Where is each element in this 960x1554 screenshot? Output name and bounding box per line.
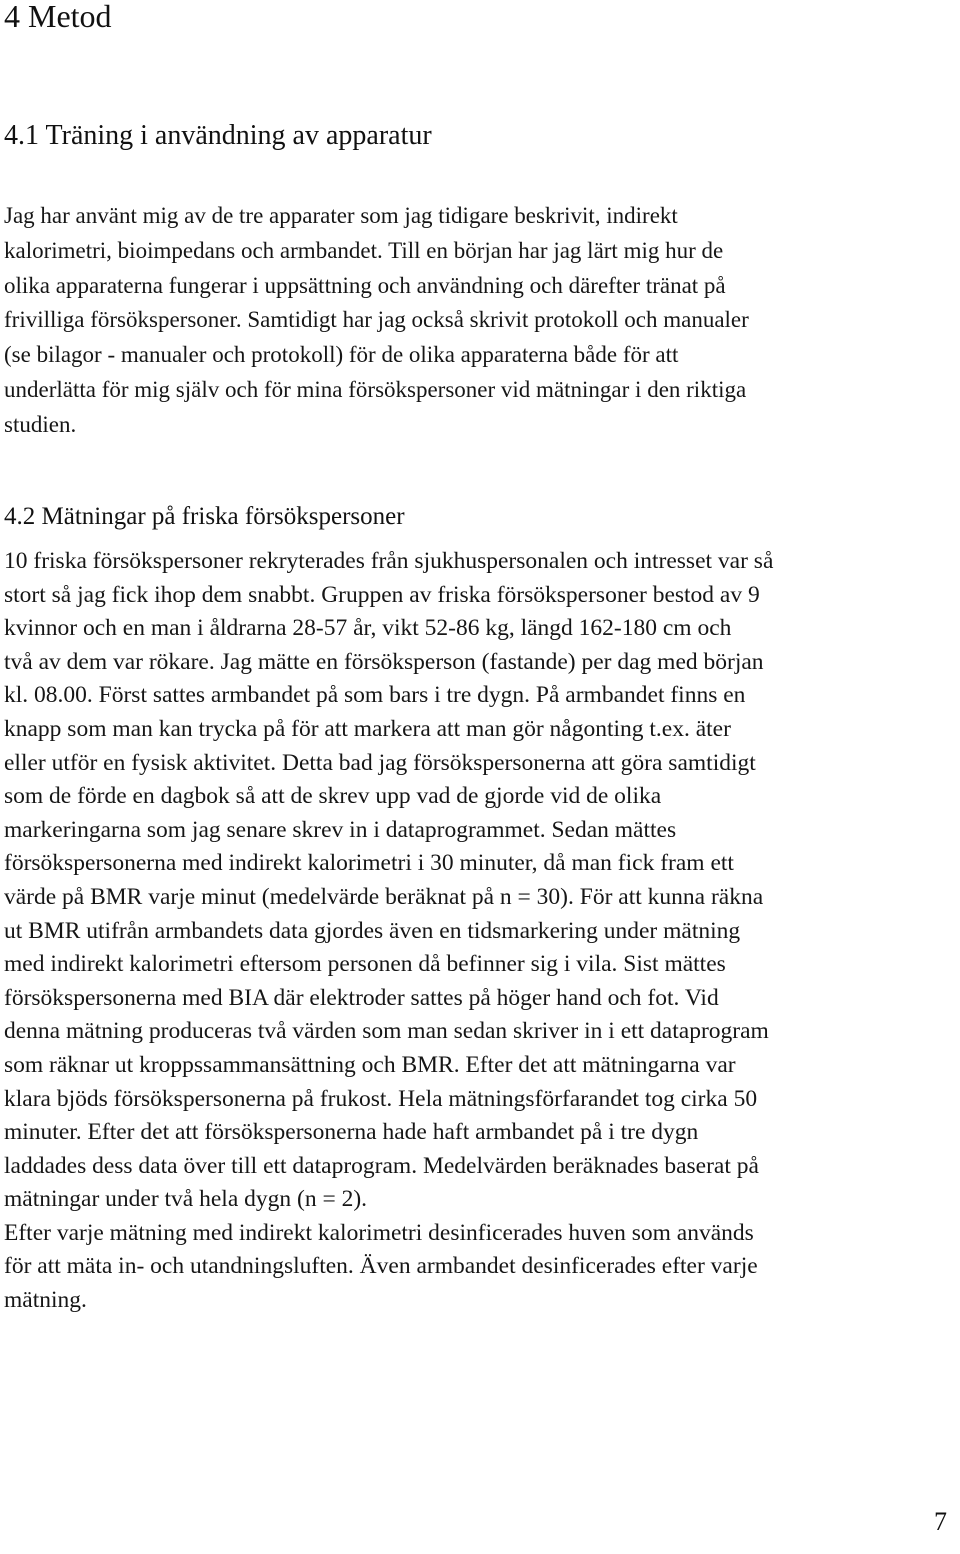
- paragraph-line: kl. 08.00. Först sattes armbandet på som bars i tre dygn. På armbandet finns en: [4, 682, 746, 709]
- paragraph-line: frivilliga försökspersoner. Samtidigt har jag också skrivit protokoll och manualer: [4, 307, 749, 333]
- section-2-title: 4.2 Mätningar på friska försökspersoner: [4, 503, 405, 530]
- paragraph-line: med indirekt kalorimetri eftersom personen då befinner sig i vila. Sist mättes: [4, 951, 726, 978]
- paragraph-line: försökspersonerna med BIA där elektroder sattes på höger hand och fot. Vid: [4, 984, 719, 1011]
- paragraph-line: denna mätning produceras två värden som man sedan skriver in i ett dataprogram: [4, 1018, 769, 1045]
- paragraph-line: mätning.: [4, 1287, 87, 1314]
- paragraph-line: Efter varje mätning med indirekt kalorimetri desinficerades huven som används: [4, 1219, 754, 1246]
- paragraph-line: försökspersonerna med indirekt kalorimetri i 30 minuter, då man fick fram ett: [4, 850, 734, 877]
- section-2-paragraph: [4, 545, 959, 1318]
- paragraph-line: som räknar ut kroppssammansättning och BMR. Efter det att mätningarna var: [4, 1051, 736, 1078]
- paragraph-line: klara bjöds försökspersonerna på frukost. Hela mätningsförfarandet tog cirka 50: [4, 1085, 758, 1112]
- paragraph-line: knapp som man kan trycka på för att markera att man gör någonting t.ex. äter: [4, 715, 731, 742]
- paragraph-line: kalorimetri, bioimpedans och armbandet. Till en början har jag lärt mig hur de: [4, 237, 724, 263]
- paragraph-line: eller utför en fysisk aktivitet. Detta bad jag försökspersonerna att göra samtidigt: [4, 749, 756, 776]
- paragraph-line: underlätta för mig själv och för mina försökspersoner vid mätningar i den riktiga: [4, 376, 747, 402]
- paragraph-line: olika apparaterna fungerar i uppsättning och användning och därefter tränat på: [4, 272, 726, 298]
- paragraph-line: studien.: [4, 411, 77, 437]
- paragraph-line: mätningar under två hela dygn (n = 2).: [4, 1186, 368, 1213]
- paragraph-line: som de förde en dagbok så att de skrev upp vad de gjorde vid de olika: [4, 783, 662, 810]
- paragraph-line: laddades dess data över till ett dataprogram. Medelvärden beräknades baserat på: [4, 1152, 759, 1179]
- paragraph-line: Jag har använt mig av de tre apparater som jag tidigare beskrivit, indirekt: [4, 203, 678, 228]
- section-1-title: 4.1 Träning i användning av apparatur: [4, 120, 432, 151]
- paragraph-line: (se bilagor - manualer och protokoll) för de olika apparaterna både för att: [4, 342, 679, 368]
- paragraph-line: för att mäta in- och utandningsluften. Även armbandet desinficerades efter varje: [4, 1253, 758, 1280]
- paragraph-line: kvinnor och en man i åldrarna 28-57 år, vikt 52-86 kg, längd 162-180 cm och: [4, 615, 732, 642]
- paragraph-line: markeringarna som jag senare skrev in i dataprogrammet. Sedan mättes: [4, 816, 677, 843]
- paragraph-line: värde på BMR varje minut (medelvärde beräknat på n = 30). För att kunna räkna: [4, 883, 764, 910]
- paragraph-line: ut BMR utifrån armbandets data gjordes även en tidsmarkering under mätning: [4, 917, 741, 944]
- page-number: 7: [934, 1507, 947, 1536]
- paragraph-line: stort så jag fick ihop dem snabbt. Gruppen av friska försökspersoner bestod av 9: [4, 581, 760, 608]
- section-1-paragraph: [4, 199, 949, 443]
- chapter-heading: 4 Metod: [4, 0, 112, 34]
- paragraph-line: minuter. Efter det att försökspersonerna hade haft armbandet på i tre dygn: [4, 1119, 699, 1146]
- paragraph-line: 10 friska försökspersoner rekryterades från sjukhuspersonalen och intresset var så: [4, 548, 774, 574]
- paragraph-line: två av dem var rökare. Jag mätte en försöksperson (fastande) per dag med början: [4, 648, 764, 675]
